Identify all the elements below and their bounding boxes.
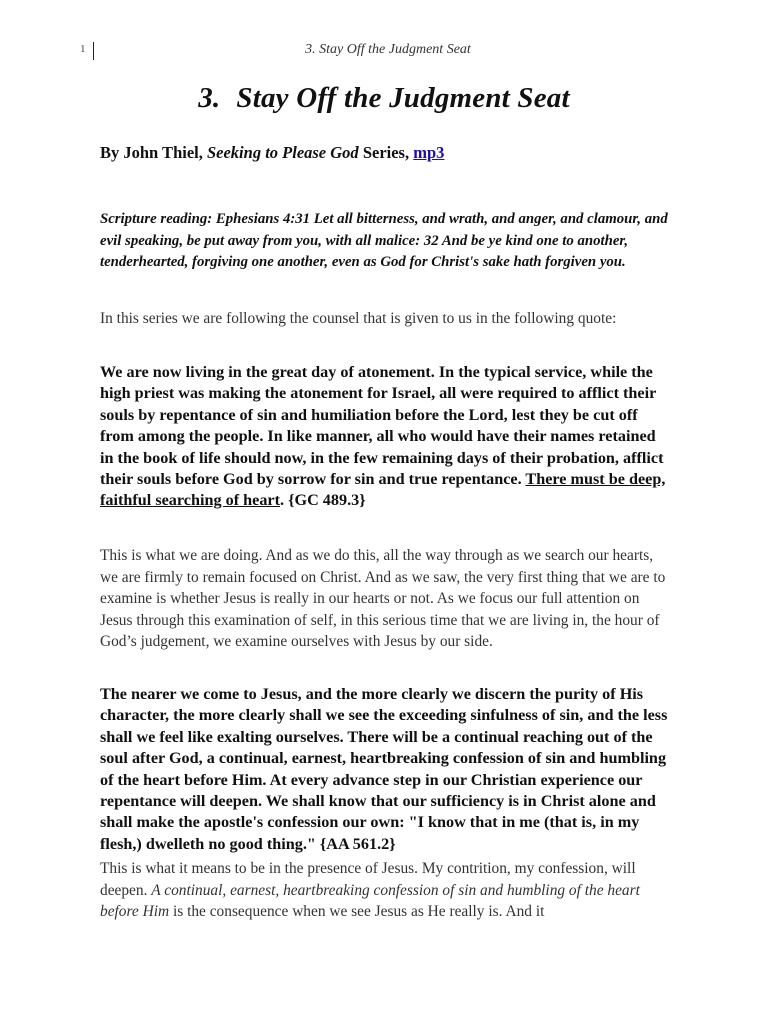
running-header: [0, 40, 768, 62]
quote-gc-text: We are now living in the great day of atonement. In the typical service, while the high priest was making the atonement for Israel, all were required to afflict their souls by repentance of sin and humiliation before the Lord, lest they be cut off from among the people. In like manner, all who would have their names retained in the book of life should now, in the few remaining days of their probation, afflict their souls before God by sorrow for sin and true repentance.: [100, 363, 664, 489]
byline: [100, 143, 672, 163]
para3-text-end: is the consequence when we see Jesus as He really is. And it: [169, 903, 545, 920]
chapter-title: Stay Off the Judgment Seat: [236, 82, 570, 114]
intro-paragraph: In this series we are following the counsel that is given to us in the following quote:: [100, 310, 617, 327]
scripture-reading: Scripture reading: Ephesians 4:31 Let all bitterness, and wrath, and anger, and clamour, and evil speaking, be put away from you, with all malice: 32 And be ye kind one to another, tenderhearted, forgiving one another, even as God for Christ's sake hath forgiven you.: [100, 211, 668, 270]
author: By John Thiel,: [100, 143, 203, 162]
para3-italic: A continual, earnest, heartbreaking confession of sin and humbling of the heart before Him: [100, 881, 640, 920]
series-name: Seeking to Please God: [206, 143, 359, 162]
body-paragraph-2: This is what we are doing. And as we do this, all the way through as we search our hearts, we are firmly to remain focused on Christ. And as we saw, the very first thing that we are to examine is whether Jesus is really in our hearts or not. As we focus our full attention on Jesus through this examination of self, in this serious time that we are living in, the hour of God’s judgement, we examine ourselves with Jesus by our side.: [100, 547, 666, 650]
body-paragraph-3: [100, 858, 672, 923]
quote-gc-reference: . {GC 489.3}: [280, 491, 366, 510]
para3-text: This is what it means to be in the presence of Jesus. My contrition, my confession, will deepen.: [100, 860, 636, 899]
page-number: 1: [80, 43, 86, 55]
mp3-link[interactable]: mp3: [413, 143, 445, 162]
quote-aa: The nearer we come to Jesus, and the more clearly we discern the purity of His character, the more clearly shall we see the exceeding sinfulness of sin, and the less shall we feel like exalting ourselves. There will be a continual reaching out of the soul after God, a continual, earnest, heartbreaking confession of sin and humbling of the heart before Him. At every advance step in our Christian experience our repentance will deepen. We shall know that our sufficiency is in Christ alone and shall make the apostle's confession our own: "I know that in me (that is, in my flesh,) dwelleth no good thing." {AA 561.2}: [100, 685, 668, 853]
page-title: [0, 82, 768, 115]
quote-gc: [100, 362, 672, 512]
chapter-number: 3.: [198, 82, 221, 114]
running-header-title: 3. Stay Off the Judgment Seat: [305, 42, 471, 57]
quote-gc-underlined: There must be deep, faithful searching of heart: [100, 470, 666, 510]
series-suffix: Series,: [362, 143, 410, 162]
